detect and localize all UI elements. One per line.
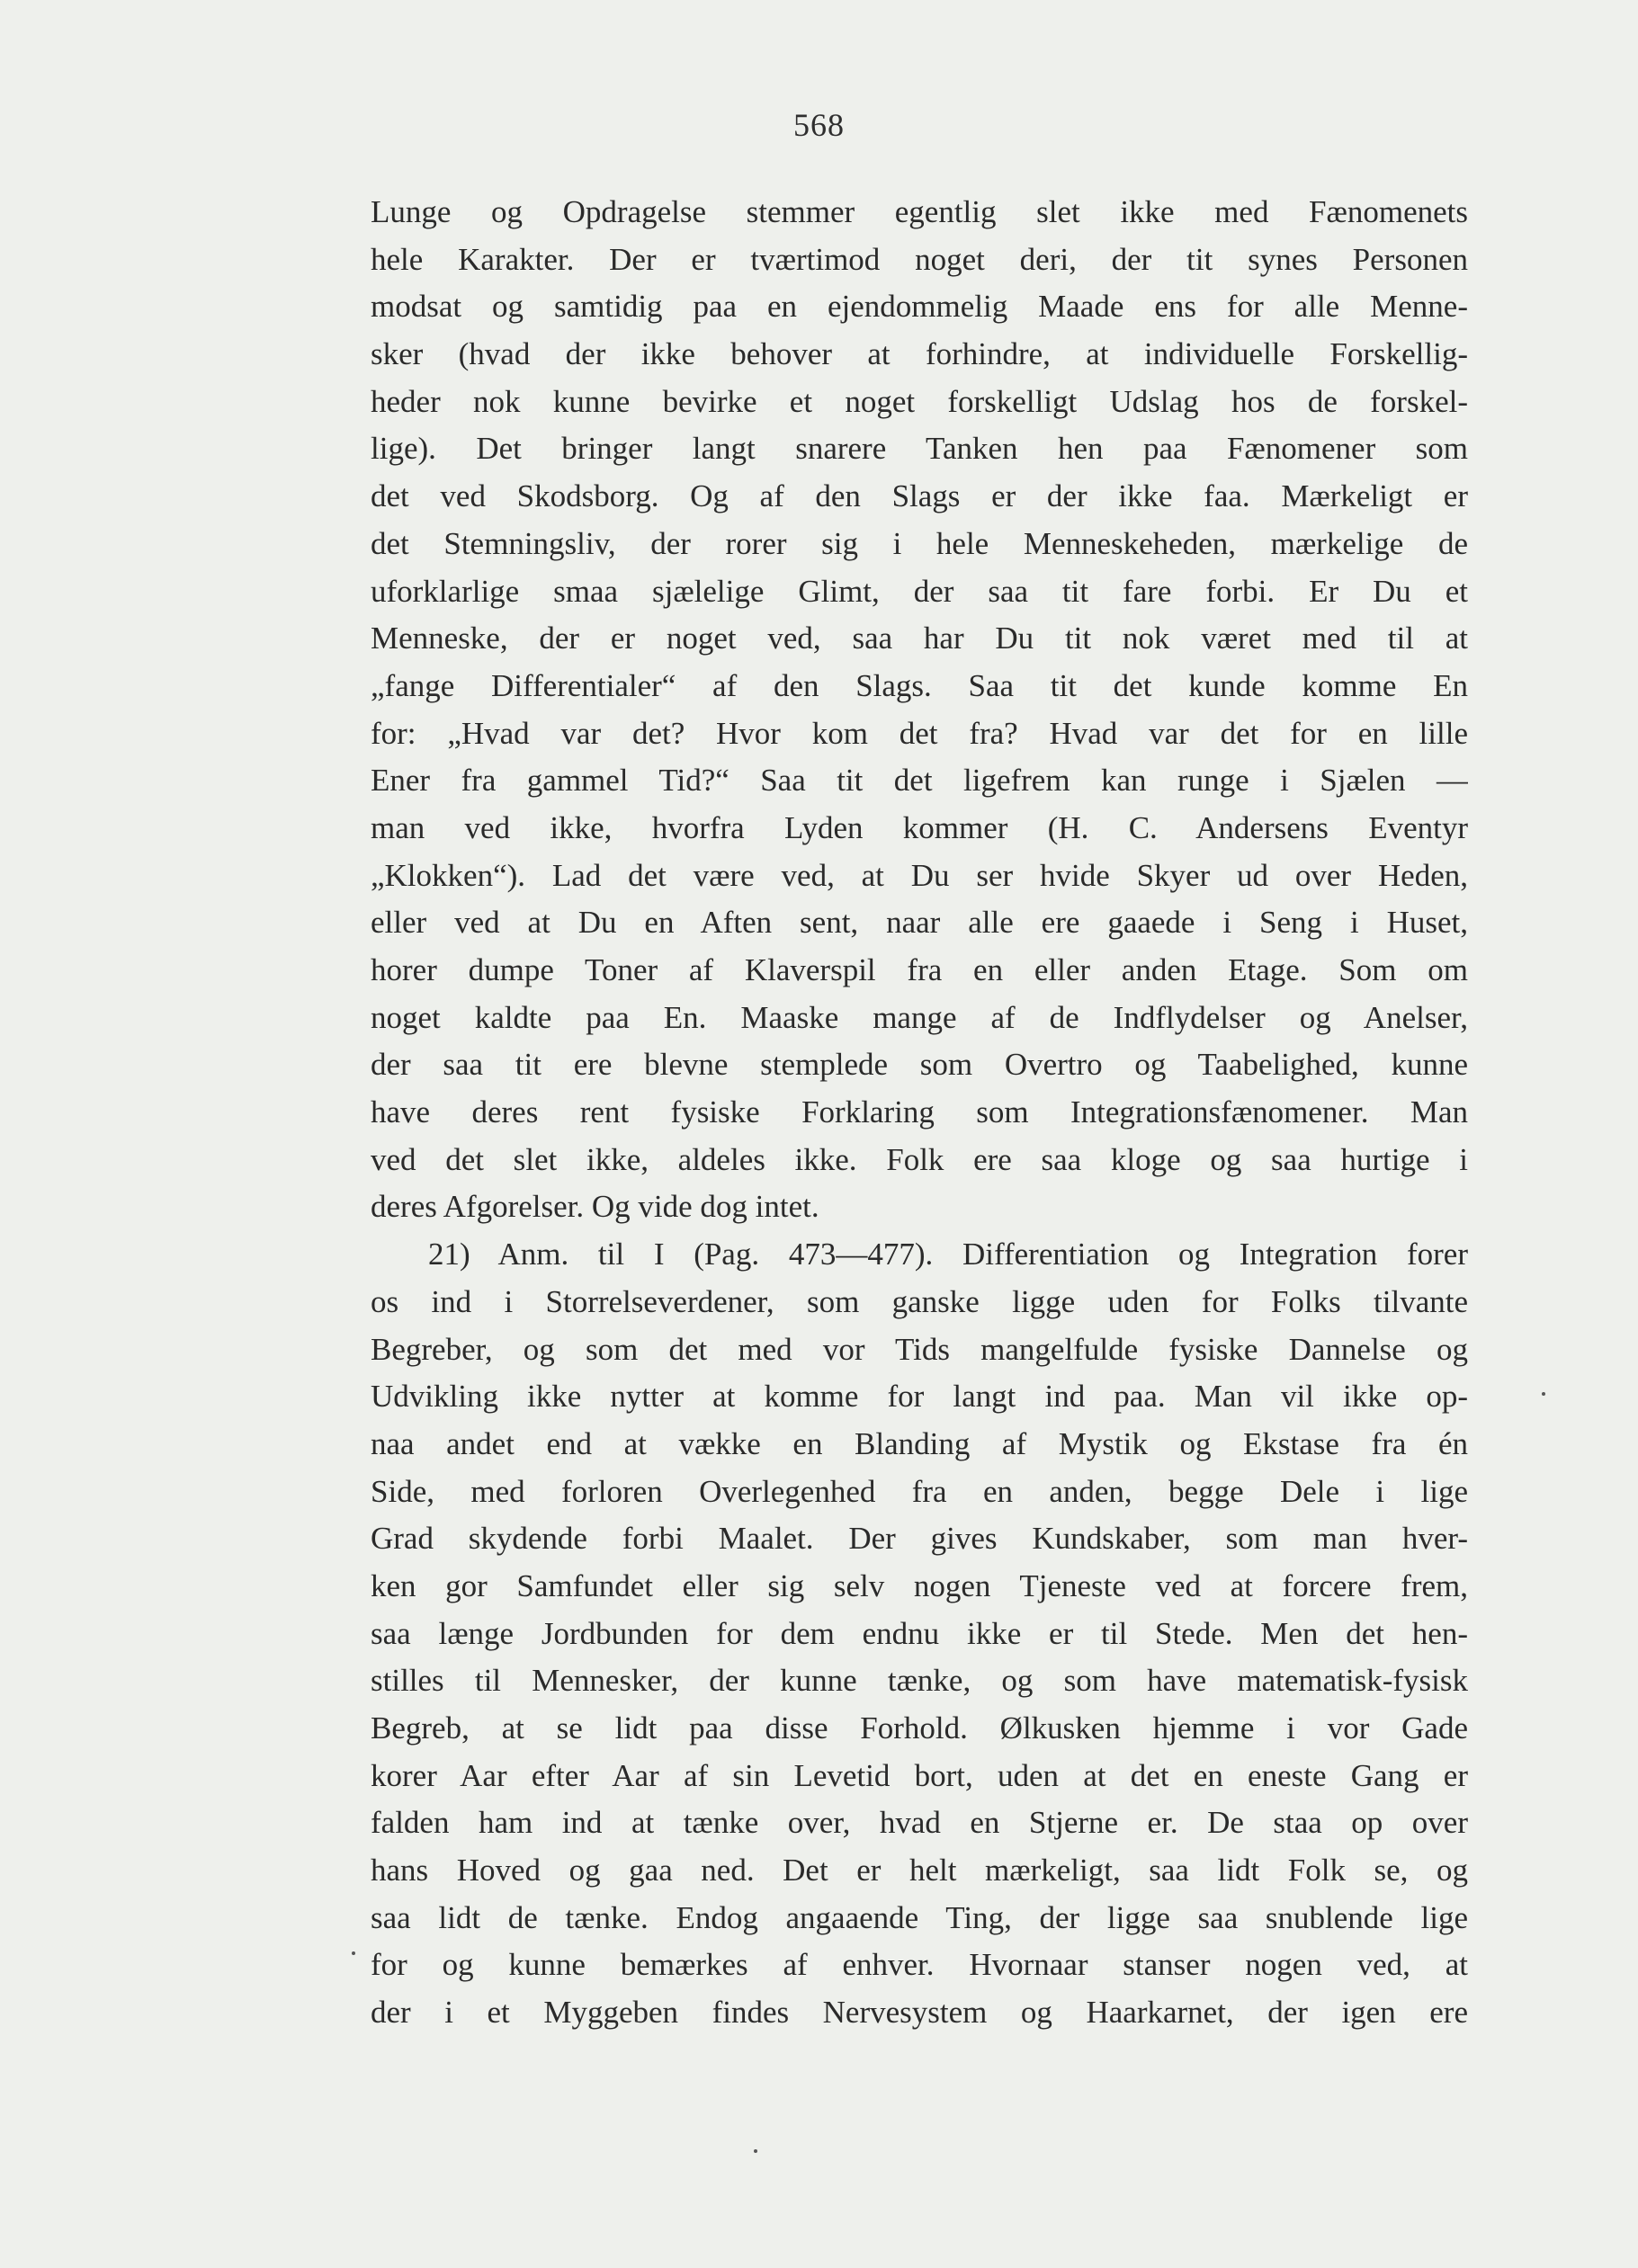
text-line: korer Aar efter Aar af sin Levetid bort, uden at det en eneste Gang er bbox=[371, 1757, 1468, 1793]
text-line: saa lidt de tænke. Endog angaaende Ting, der ligge saa snublende lige bbox=[371, 1899, 1468, 1935]
scan-speck bbox=[1542, 1392, 1545, 1396]
body-text bbox=[371, 189, 1468, 2037]
text-line: uforklarlige smaa sjælelige Glimt, der saa tit fare forbi. Er Du et bbox=[371, 573, 1468, 609]
text-line: „fange Differentialer“ af den Slags. Saa tit det kunde komme En bbox=[371, 667, 1468, 703]
text-line: deres Afgorelser. Og vide dog intet. bbox=[371, 1189, 819, 1225]
text-line: „Klokken“). Lad det være ved, at Du ser hvide Skyer ud over Heden, bbox=[371, 857, 1468, 893]
text-line: stilles til Mennesker, der kunne tænke, og som have matematisk-fysisk bbox=[371, 1663, 1468, 1699]
text-line: for og kunne bemærkes af enhver. Hvornaar stanser nogen ved, at bbox=[371, 1947, 1468, 1983]
text-line: for: „Hvad var det? Hvor kom det fra? Hvad var det for en lille bbox=[371, 715, 1468, 751]
text-line: Begreb, at se lidt paa disse Forhold. Ølkusken hjemme i vor Gade bbox=[371, 1710, 1468, 1746]
text-line: Menneske, der er noget ved, saa har Du tit nok været med til at bbox=[371, 621, 1468, 656]
text-line: Begreber, og som det med vor Tids mangelfulde fysiske Dannelse og bbox=[371, 1331, 1468, 1367]
text-line: heder nok kunne bevirke et noget forskelligt Udslag hos de forskel- bbox=[371, 383, 1468, 419]
text-line: Ener fra gammel Tid?“ Saa tit det ligefrem kan runge i Sjælen — bbox=[371, 763, 1468, 799]
text-line: Udvikling ikke nytter at komme for langt ind paa. Man vil ikke op- bbox=[371, 1379, 1468, 1415]
text-line: det ved Skodsborg. Og af den Slags er der ikke faa. Mærkeligt er bbox=[371, 478, 1468, 514]
text-line: der saa tit ere blevne stemplede som Overtro og Taabelighed, kunne bbox=[371, 1047, 1468, 1083]
text-line: Side, med forloren Overlegenhed fra en anden, begge Dele i lige bbox=[371, 1473, 1468, 1509]
text-line: saa længe Jordbunden for dem endnu ikke er til Stede. Men det hen- bbox=[371, 1615, 1468, 1651]
text-line: man ved ikke, hvorfra Lyden kommer (H. C. Andersens Eventyr bbox=[371, 809, 1468, 845]
text-line: horer dumpe Toner af Klaverspil fra en eller anden Etage. Som om bbox=[371, 952, 1468, 987]
text-line: hans Hoved og gaa ned. Det er helt mærkeligt, saa lidt Folk se, og bbox=[371, 1853, 1468, 1889]
text-line: falden ham ind at tænke over, hvad en Stjerne er. De staa op over bbox=[371, 1805, 1468, 1841]
text-line: ved det slet ikke, aldeles ikke. Folk ere saa kloge og saa hurtige i bbox=[371, 1141, 1468, 1177]
page-number: 568 bbox=[793, 107, 845, 143]
text-line: modsat og samtidig paa en ejendommelig Maade ens for alle Menne- bbox=[371, 289, 1468, 325]
text-line: sker (hvad der ikke behover at forhindre, at individuelle Forskellig- bbox=[371, 336, 1468, 372]
text-line: ken gor Samfundet eller sig selv nogen Tjeneste ved at forcere frem, bbox=[371, 1567, 1468, 1603]
text-line: det Stemningsliv, der rorer sig i hele Menneskeheden, mærkelige de bbox=[371, 525, 1468, 561]
text-line: eller ved at Du en Aften sent, naar alle ere gaaede i Seng i Huset, bbox=[371, 905, 1468, 941]
text-line: hele Karakter. Der er tværtimod noget deri, der tit synes Personen bbox=[371, 241, 1468, 277]
text-line: naa andet end at vække en Blanding af Mystik og Ekstase fra én bbox=[371, 1425, 1468, 1461]
scan-speck bbox=[754, 2149, 757, 2153]
text-line: noget kaldte paa En. Maaske mange af de Indflydelser og Anelser, bbox=[371, 999, 1468, 1035]
text-line: Lunge og Opdragelse stemmer egentlig slet ikke med Fænomenets bbox=[371, 194, 1468, 229]
text-line: Grad skydende forbi Maalet. Der gives Kundskaber, som man hver- bbox=[371, 1521, 1468, 1557]
text-line: der i et Myggeben findes Nervesystem og Haarkarnet, der igen ere bbox=[371, 1995, 1468, 2031]
footnote-heading-line: 21) Anm. til I (Pag. 473—477). Differentiation og Integration forer bbox=[428, 1237, 1468, 1272]
text-line: os ind i Storrelseverdener, som ganske ligge uden for Folks tilvante bbox=[371, 1283, 1468, 1319]
scan-speck bbox=[352, 1951, 355, 1955]
text-line: have deres rent fysiske Forklaring som Integrationsfænomener. Man bbox=[371, 1094, 1468, 1130]
text-line: lige). Det bringer langt snarere Tanken hen paa Fænomener som bbox=[371, 431, 1468, 467]
